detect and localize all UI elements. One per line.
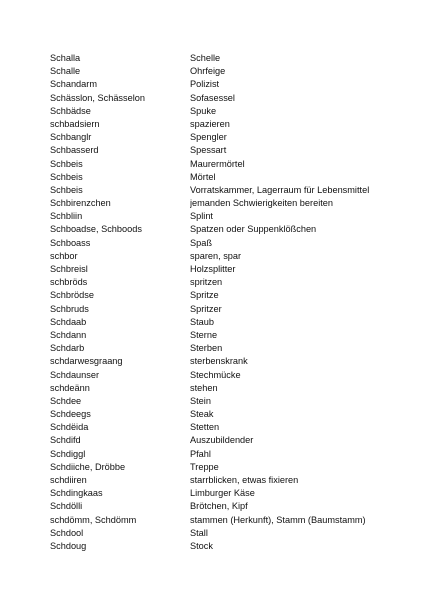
dialect-term: Schdee: [50, 395, 82, 406]
standard-german-meaning: Pfahl: [190, 448, 211, 459]
standard-german-meaning: Sterben: [190, 343, 223, 354]
glossary-row: [50, 421, 390, 434]
dialect-term: Schdann: [50, 329, 87, 340]
glossary-row: [50, 250, 390, 263]
glossary-row: [50, 474, 390, 487]
glossary-row: [50, 131, 390, 144]
dialect-term: Schalle: [50, 66, 81, 77]
standard-german-meaning: Treppe: [190, 461, 219, 472]
standard-german-meaning: Stein: [190, 395, 211, 406]
glossary-row: [50, 65, 390, 78]
glossary-row: [50, 118, 390, 131]
glossary-row: [50, 461, 390, 474]
glossary-row: [50, 171, 390, 184]
standard-german-meaning: Vorratskammer, Lagerraum für Lebensmittel: [190, 184, 370, 195]
standard-german-meaning: Stetten: [190, 422, 220, 433]
standard-german-meaning: Brötchen, Kipf: [190, 501, 248, 512]
standard-german-meaning: spritzen: [190, 277, 223, 288]
standard-german-meaning: Maurermörtel: [190, 158, 245, 169]
glossary-row: [50, 289, 390, 302]
standard-german-meaning: Stall: [190, 527, 208, 538]
standard-german-meaning: Limburger Käse: [190, 488, 255, 499]
standard-german-meaning: sparen, spar: [190, 250, 242, 261]
glossary-row: [50, 158, 390, 171]
dialect-term: Schdëida: [50, 422, 89, 433]
dialect-term: Schdaab: [50, 316, 87, 327]
glossary-row: [50, 184, 390, 197]
dialect-term: Schbrödse: [50, 290, 94, 301]
glossary-row: [50, 92, 390, 105]
glossary-row: [50, 382, 390, 395]
dialect-term: Schdiggl: [50, 448, 86, 459]
standard-german-meaning: spazieren: [190, 118, 230, 129]
dialect-term: schdarwesgraang: [50, 356, 123, 367]
glossary-row: [50, 500, 390, 513]
glossary-row: [50, 355, 390, 368]
dialect-term: Schässlon, Schässelon: [50, 92, 145, 103]
glossary-row: [50, 276, 390, 289]
dialect-term: Schbreisl: [50, 264, 88, 274]
standard-german-meaning: Sterne: [190, 329, 218, 340]
glossary-row: [50, 329, 390, 342]
standard-german-meaning: Spatzen oder Suppenklößchen: [190, 224, 317, 235]
glossary-row: [50, 144, 390, 157]
standard-german-meaning: stehen: [190, 382, 218, 393]
standard-german-meaning: starrblicken, etwas fixieren: [190, 475, 299, 485]
glossary-row: [50, 223, 390, 236]
dialect-term: Schalla: [50, 53, 81, 63]
glossary-row: [50, 316, 390, 329]
dialect-term: Schdool: [50, 527, 84, 538]
dialect-term: schbadsiern: [50, 118, 100, 129]
standard-german-meaning: Spritze: [190, 290, 219, 301]
dialect-term: schdeänn: [50, 382, 90, 393]
dialect-term: Schbeis: [50, 171, 83, 182]
glossary-row: [50, 395, 390, 408]
standard-german-meaning: Schelle: [190, 53, 221, 63]
dialect-term: Schbliin: [50, 211, 83, 222]
standard-german-meaning: Spengler: [190, 132, 227, 143]
standard-german-meaning: Staub: [190, 316, 215, 327]
dialect-term: Schbädse: [50, 105, 91, 116]
dialect-term: Schbanglr: [50, 132, 92, 143]
standard-german-meaning: stammen (Herkunft), Stamm (Baumstamm): [190, 514, 366, 525]
glossary-row: [50, 434, 390, 447]
standard-german-meaning: Spessart: [190, 145, 227, 156]
glossary-row: [50, 237, 390, 250]
glossary-row: [50, 487, 390, 500]
glossary-row: [50, 78, 390, 91]
glossary-row: [50, 303, 390, 316]
glossary-row: [50, 342, 390, 355]
dialect-term: Schdingkaas: [50, 488, 103, 499]
glossary-row: [50, 369, 390, 382]
dialect-term: Schdiiche, Dröbbe: [50, 461, 126, 472]
standard-german-meaning: Polizist: [190, 79, 220, 90]
dialect-term: schbröds: [50, 277, 88, 288]
standard-german-meaning: sterbenskrank: [190, 356, 248, 367]
standard-german-meaning: Stechmücke: [190, 369, 241, 380]
glossary-row: [50, 527, 390, 540]
standard-german-meaning: Mörtel: [190, 171, 216, 182]
standard-german-meaning: Splint: [190, 211, 213, 222]
dialect-term: Schbasserd: [50, 145, 99, 156]
glossary-row: [50, 263, 390, 276]
glossary-row: [50, 197, 390, 210]
standard-german-meaning: Auszubildender: [190, 435, 254, 446]
glossary-row: [50, 210, 390, 223]
standard-german-meaning: Stock: [190, 540, 213, 551]
dialect-term: Schbeis: [50, 158, 83, 169]
glossary-table: [50, 52, 390, 553]
dialect-term: Schdeegs: [50, 409, 91, 420]
standard-german-meaning: Holzsplitter: [190, 264, 236, 274]
dialect-term: Schdaunser: [50, 369, 100, 380]
dialect-term: schbor: [50, 250, 78, 261]
dialect-term: schdiiren: [50, 475, 87, 485]
dialect-term: Schandarm: [50, 79, 97, 90]
dialect-term: Schbeis: [50, 184, 83, 195]
glossary-row: [50, 408, 390, 421]
glossary-row: [50, 514, 390, 527]
dialect-term: Schdölli: [50, 501, 83, 512]
standard-german-meaning: Spuke: [190, 105, 217, 116]
standard-german-meaning: Spaß: [190, 237, 212, 248]
standard-german-meaning: Steak: [190, 409, 214, 420]
dialect-term: Schdarb: [50, 343, 85, 354]
glossary-row: [50, 540, 390, 553]
glossary-row: [50, 105, 390, 118]
glossary-row: [50, 448, 390, 461]
dialect-term: Schdoug: [50, 540, 87, 551]
standard-german-meaning: jemanden Schwierigkeiten bereiten: [190, 198, 334, 209]
standard-german-meaning: Sofasessel: [190, 92, 235, 103]
dialect-term: Schboadse, Schboods: [50, 224, 142, 235]
dialect-term: Schdifd: [50, 435, 81, 446]
standard-german-meaning: Ohrfeige: [190, 66, 226, 77]
dialect-term: Schbirenzchen: [50, 198, 111, 209]
dialect-term: Schbruds: [50, 303, 89, 314]
dialect-term: schdömm, Schdömm: [50, 514, 137, 525]
dialect-term: Schboass: [50, 237, 91, 248]
glossary-row: [50, 52, 390, 65]
standard-german-meaning: Spritzer: [190, 303, 222, 314]
